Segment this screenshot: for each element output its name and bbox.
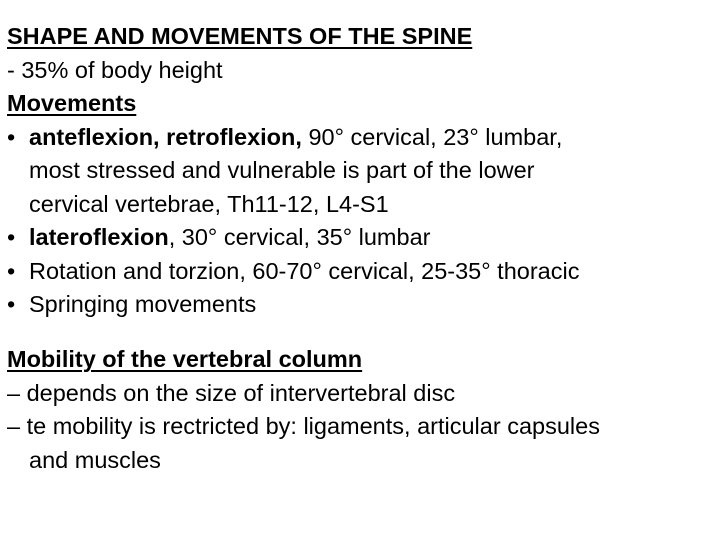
movements-heading: Movements (7, 90, 137, 116)
spine-movements-section (7, 20, 717, 322)
bullet-text: Rotation and torzion, 60-70° cervical, 25-35° thoracic (29, 257, 580, 284)
mobility-section (7, 343, 717, 477)
bullet-text: 90° cervical, 23° lumbar, (301, 123, 563, 150)
bullet-continuation: most stressed and vulnerable is part of the lower (29, 157, 535, 183)
bullet-text: Springing movements (29, 291, 257, 317)
slide-title: SHAPE AND MOVEMENTS OF THE SPINE (7, 23, 473, 49)
bullet-icon: • (7, 123, 16, 150)
bullet-bold-text: lateroflexion (29, 224, 169, 250)
bullet-lateroflexion (7, 221, 717, 255)
bullet-icon: • (7, 257, 16, 284)
bullet-bold-text: anteflexion, retroflexion, (29, 123, 302, 150)
bullet-icon: • (7, 224, 16, 250)
mobility-heading: Mobility of the vertebral column (7, 346, 363, 372)
bullet-springing (7, 288, 717, 322)
body-height-note: - 35% of body height (7, 56, 223, 83)
bullet-continuation: cervical vertebrae, Th11-12, L4-S1 (29, 190, 389, 217)
mobility-line: – depends on the size of intervertebral disc (7, 379, 456, 406)
mobility-line: – te mobility is rectricted by: ligaments, articular capsules (7, 413, 600, 439)
bullet-text: , 30° cervical, 35° lumbar (168, 224, 431, 250)
mobility-continuation: and muscles (29, 446, 161, 473)
bullet-icon: • (7, 291, 16, 317)
bullet-rotation (7, 255, 717, 289)
bullet-anteflexion (7, 121, 717, 222)
